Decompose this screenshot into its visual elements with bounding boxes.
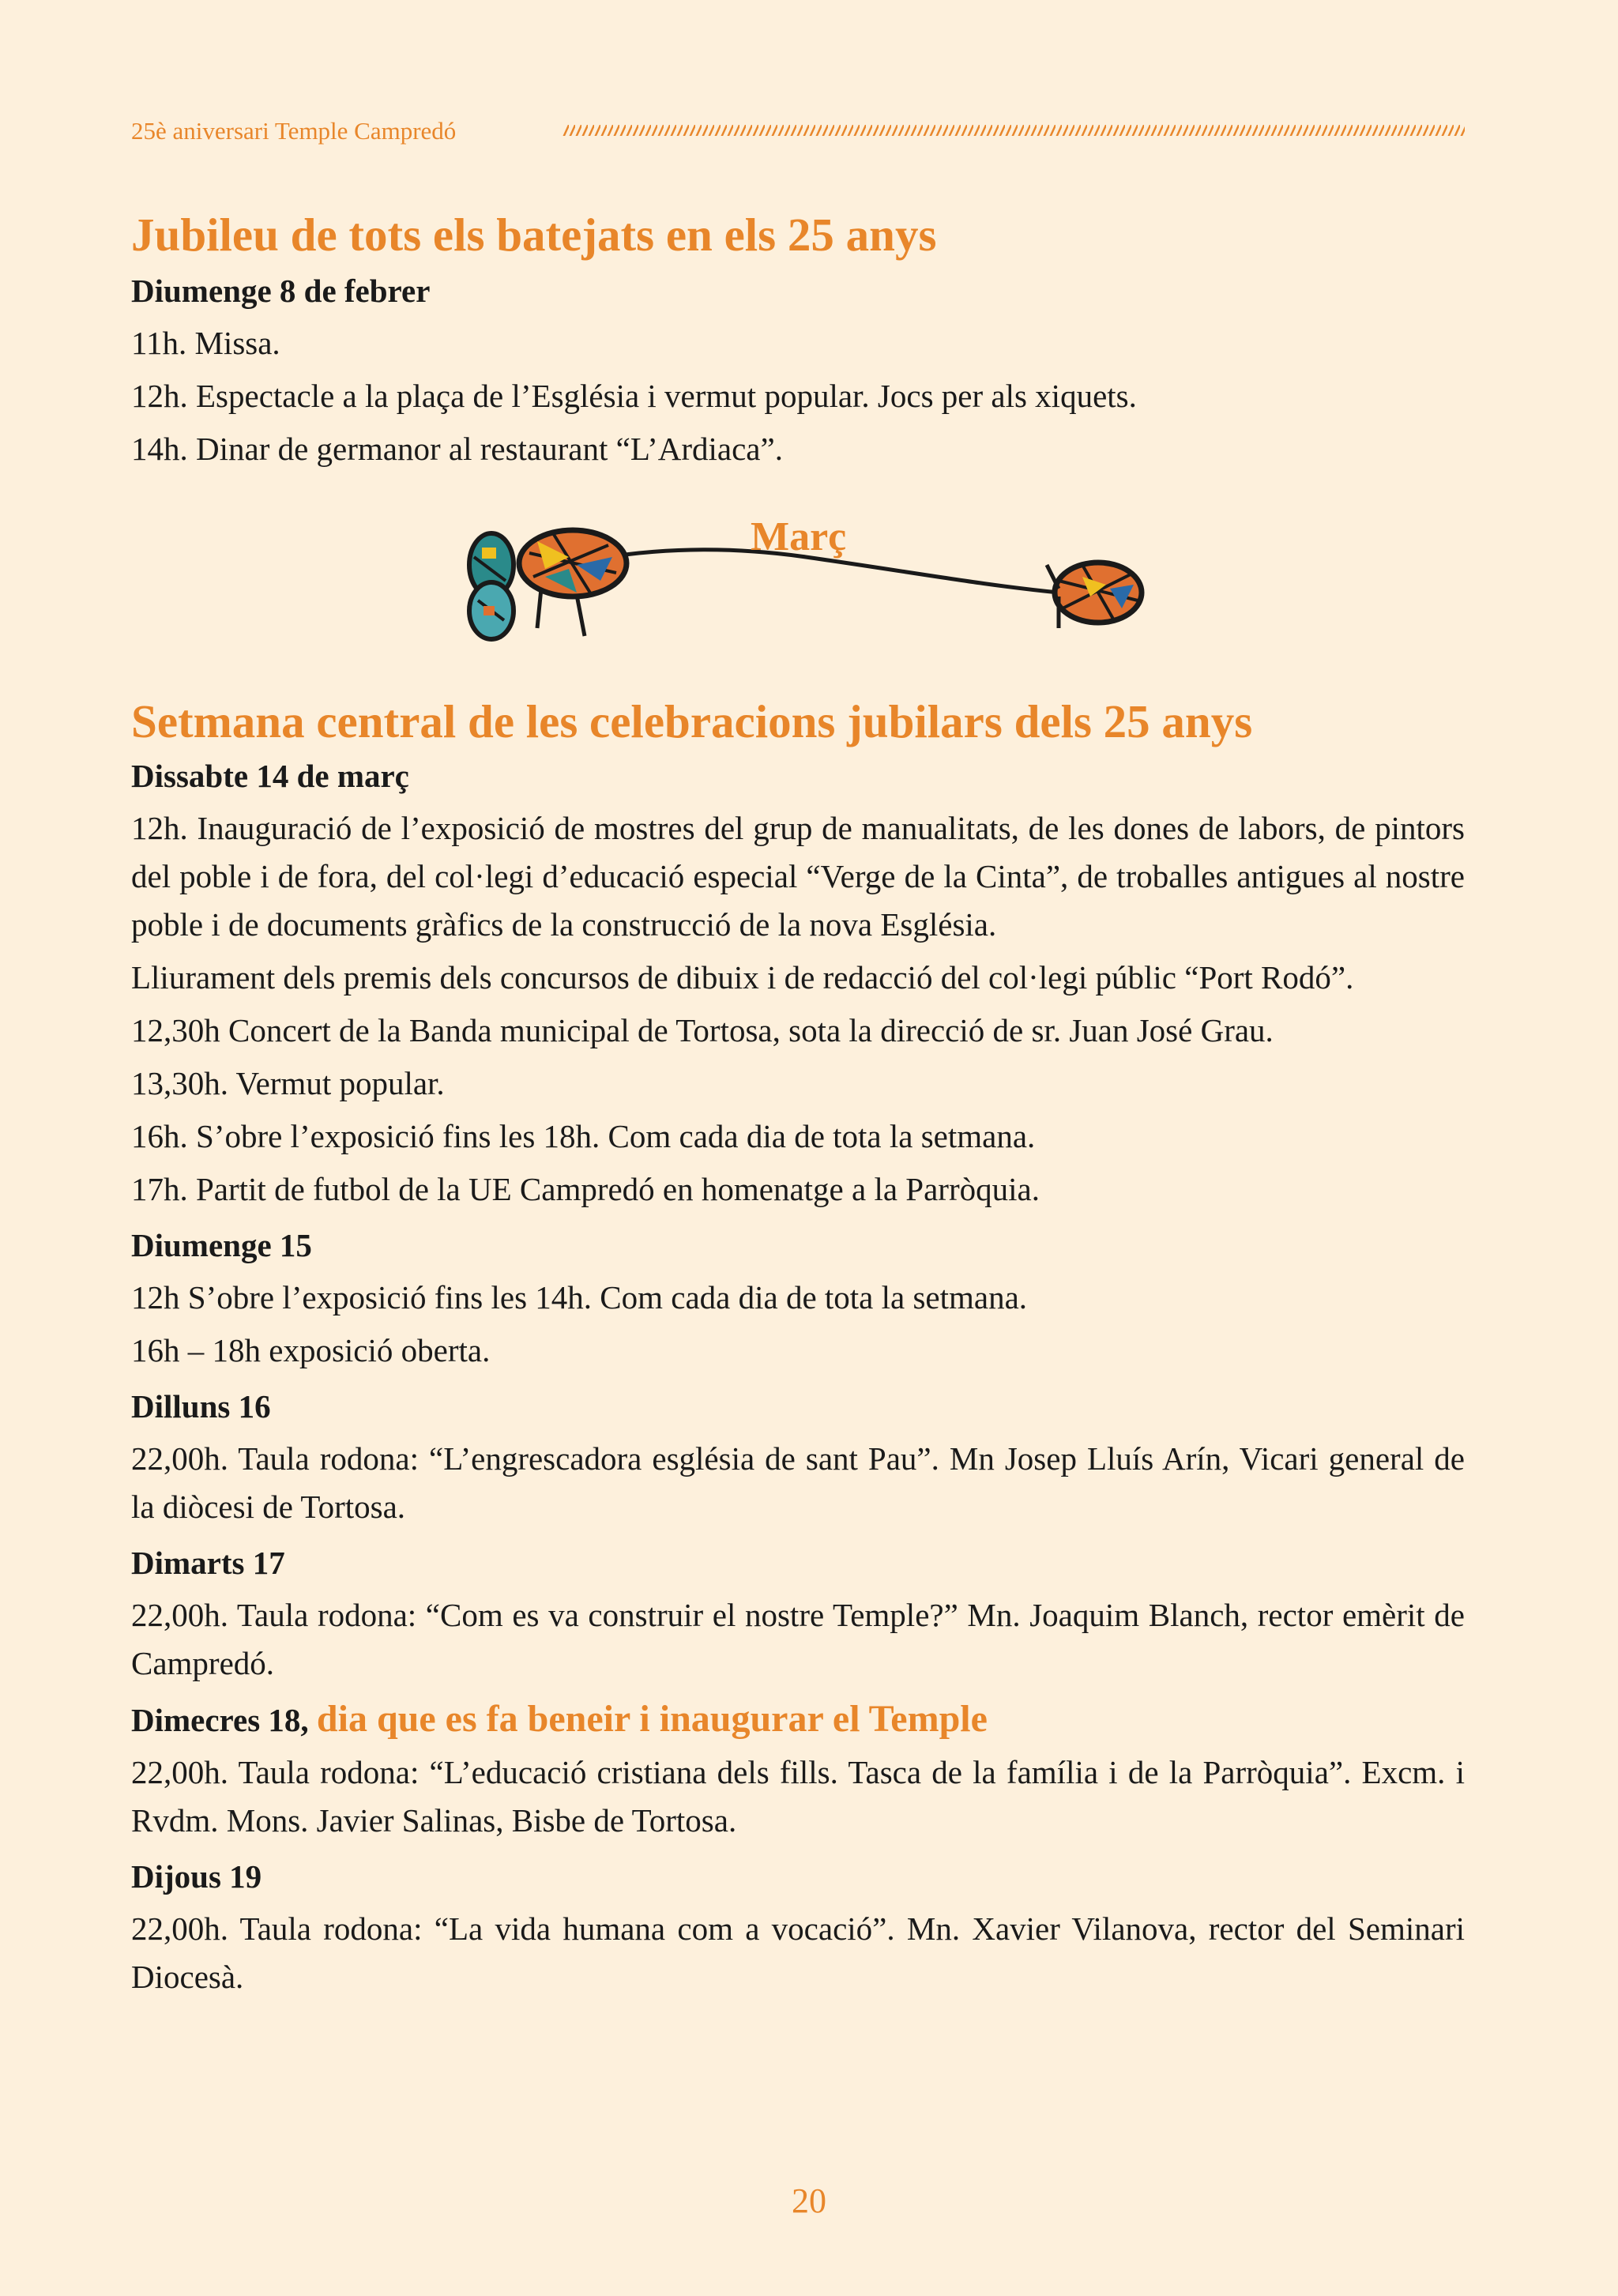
day-heading: Diumenge 8 de febrer — [131, 273, 431, 309]
hatch-rule — [563, 122, 1465, 139]
schedule-line: 12h S’obre l’exposició fins les 14h. Com cada dia de tota la setmana. — [131, 1279, 1028, 1315]
month-label: Març — [751, 514, 847, 559]
schedule-paragraph: 12h. Inauguració de l’exposició de mostres del grup de manualitats, de les dones de labors, de pintors del poble i de fora, del col·legi d’educació especial “Verge de la Cinta”, de troballes antigues al nostre poble i de documents gràfics de la construcció de la nova Església. — [131, 810, 1465, 943]
schedule-paragraph: 22,00h. Taula rodona: “L’educació cristiana dels fills. Tasca de la família i de la Parròquia”. Excm. i Rvdm. Mons. Javier Salinas, Bisbe de Tortosa. — [131, 1754, 1465, 1839]
schedule-paragraph: 22,00h. Taula rodona: “La vida humana com a vocació”. Mn. Xavier Vilanova, rector del Seminari Diocesà. — [131, 1910, 1465, 1995]
highlight-text: dia que es fa beneir i inaugurar el Temple — [316, 1698, 988, 1740]
schedule-paragraph: 22,00h. Taula rodona: “L’engrescadora església de sant Pau”. Mn Josep Lluís Arín, Vicari general de la diòcesi de Tortosa. — [131, 1440, 1465, 1525]
page-number: 20 — [792, 2181, 826, 2220]
day-heading: Dijous 19 — [131, 1858, 262, 1895]
schedule-line: 14h. Dinar de germanor al restaurant “L’Ardiaca”. — [131, 431, 783, 467]
section-title: Jubileu de tots els batejats en els 25 anys — [131, 209, 937, 261]
running-title: 25è aniversari Temple Campredó — [131, 117, 457, 145]
schedule-paragraph: Lliurament dels premis dels concursos de dibuix i de redacció del col·legi públic “Port Rodó”. — [131, 959, 1354, 996]
day-label: Dimecres 18 — [131, 1702, 301, 1738]
day-heading: Dissabte 14 de març — [131, 758, 409, 794]
day-heading-highlight — [131, 1696, 1465, 1744]
section-jubileu — [131, 209, 1465, 473]
schedule-line: 17h. Partit de futbol de la UE Campredó en homenatge a la Parròquia. — [131, 1171, 1040, 1207]
day-heading: Diumenge 15 — [131, 1227, 312, 1263]
day-separator: , — [300, 1702, 317, 1738]
schedule-line: 16h – 18h exposició oberta. — [131, 1332, 491, 1368]
schedule-line: 13,30h. Vermut popular. — [131, 1065, 445, 1101]
running-header — [131, 117, 1465, 149]
day-heading: Dilluns 16 — [131, 1388, 271, 1425]
section-title: Setmana central de les celebracions jubilars dels 25 anys — [131, 695, 1253, 747]
section-setmana-central — [131, 695, 1465, 2001]
schedule-line: 11h. Missa. — [131, 325, 280, 361]
day-heading: Dimarts 17 — [131, 1545, 285, 1581]
schedule-line: 16h. S’obre l’exposició fins les 18h. Com cada dia de tota la setmana. — [131, 1118, 1036, 1154]
schedule-paragraph: 22,00h. Taula rodona: “Com es va construir el nostre Temple?” Mn. Joaquim Blanch, rector emèrit de Campredó. — [131, 1597, 1465, 1681]
schedule-line: 12,30h Concert de la Banda municipal de Tortosa, sota la direcció de sr. Juan José Grau. — [131, 1012, 1274, 1048]
schedule-line: 12h. Espectacle a la plaça de l’Església i vermut popular. Jocs per als xiquets. — [131, 378, 1137, 414]
